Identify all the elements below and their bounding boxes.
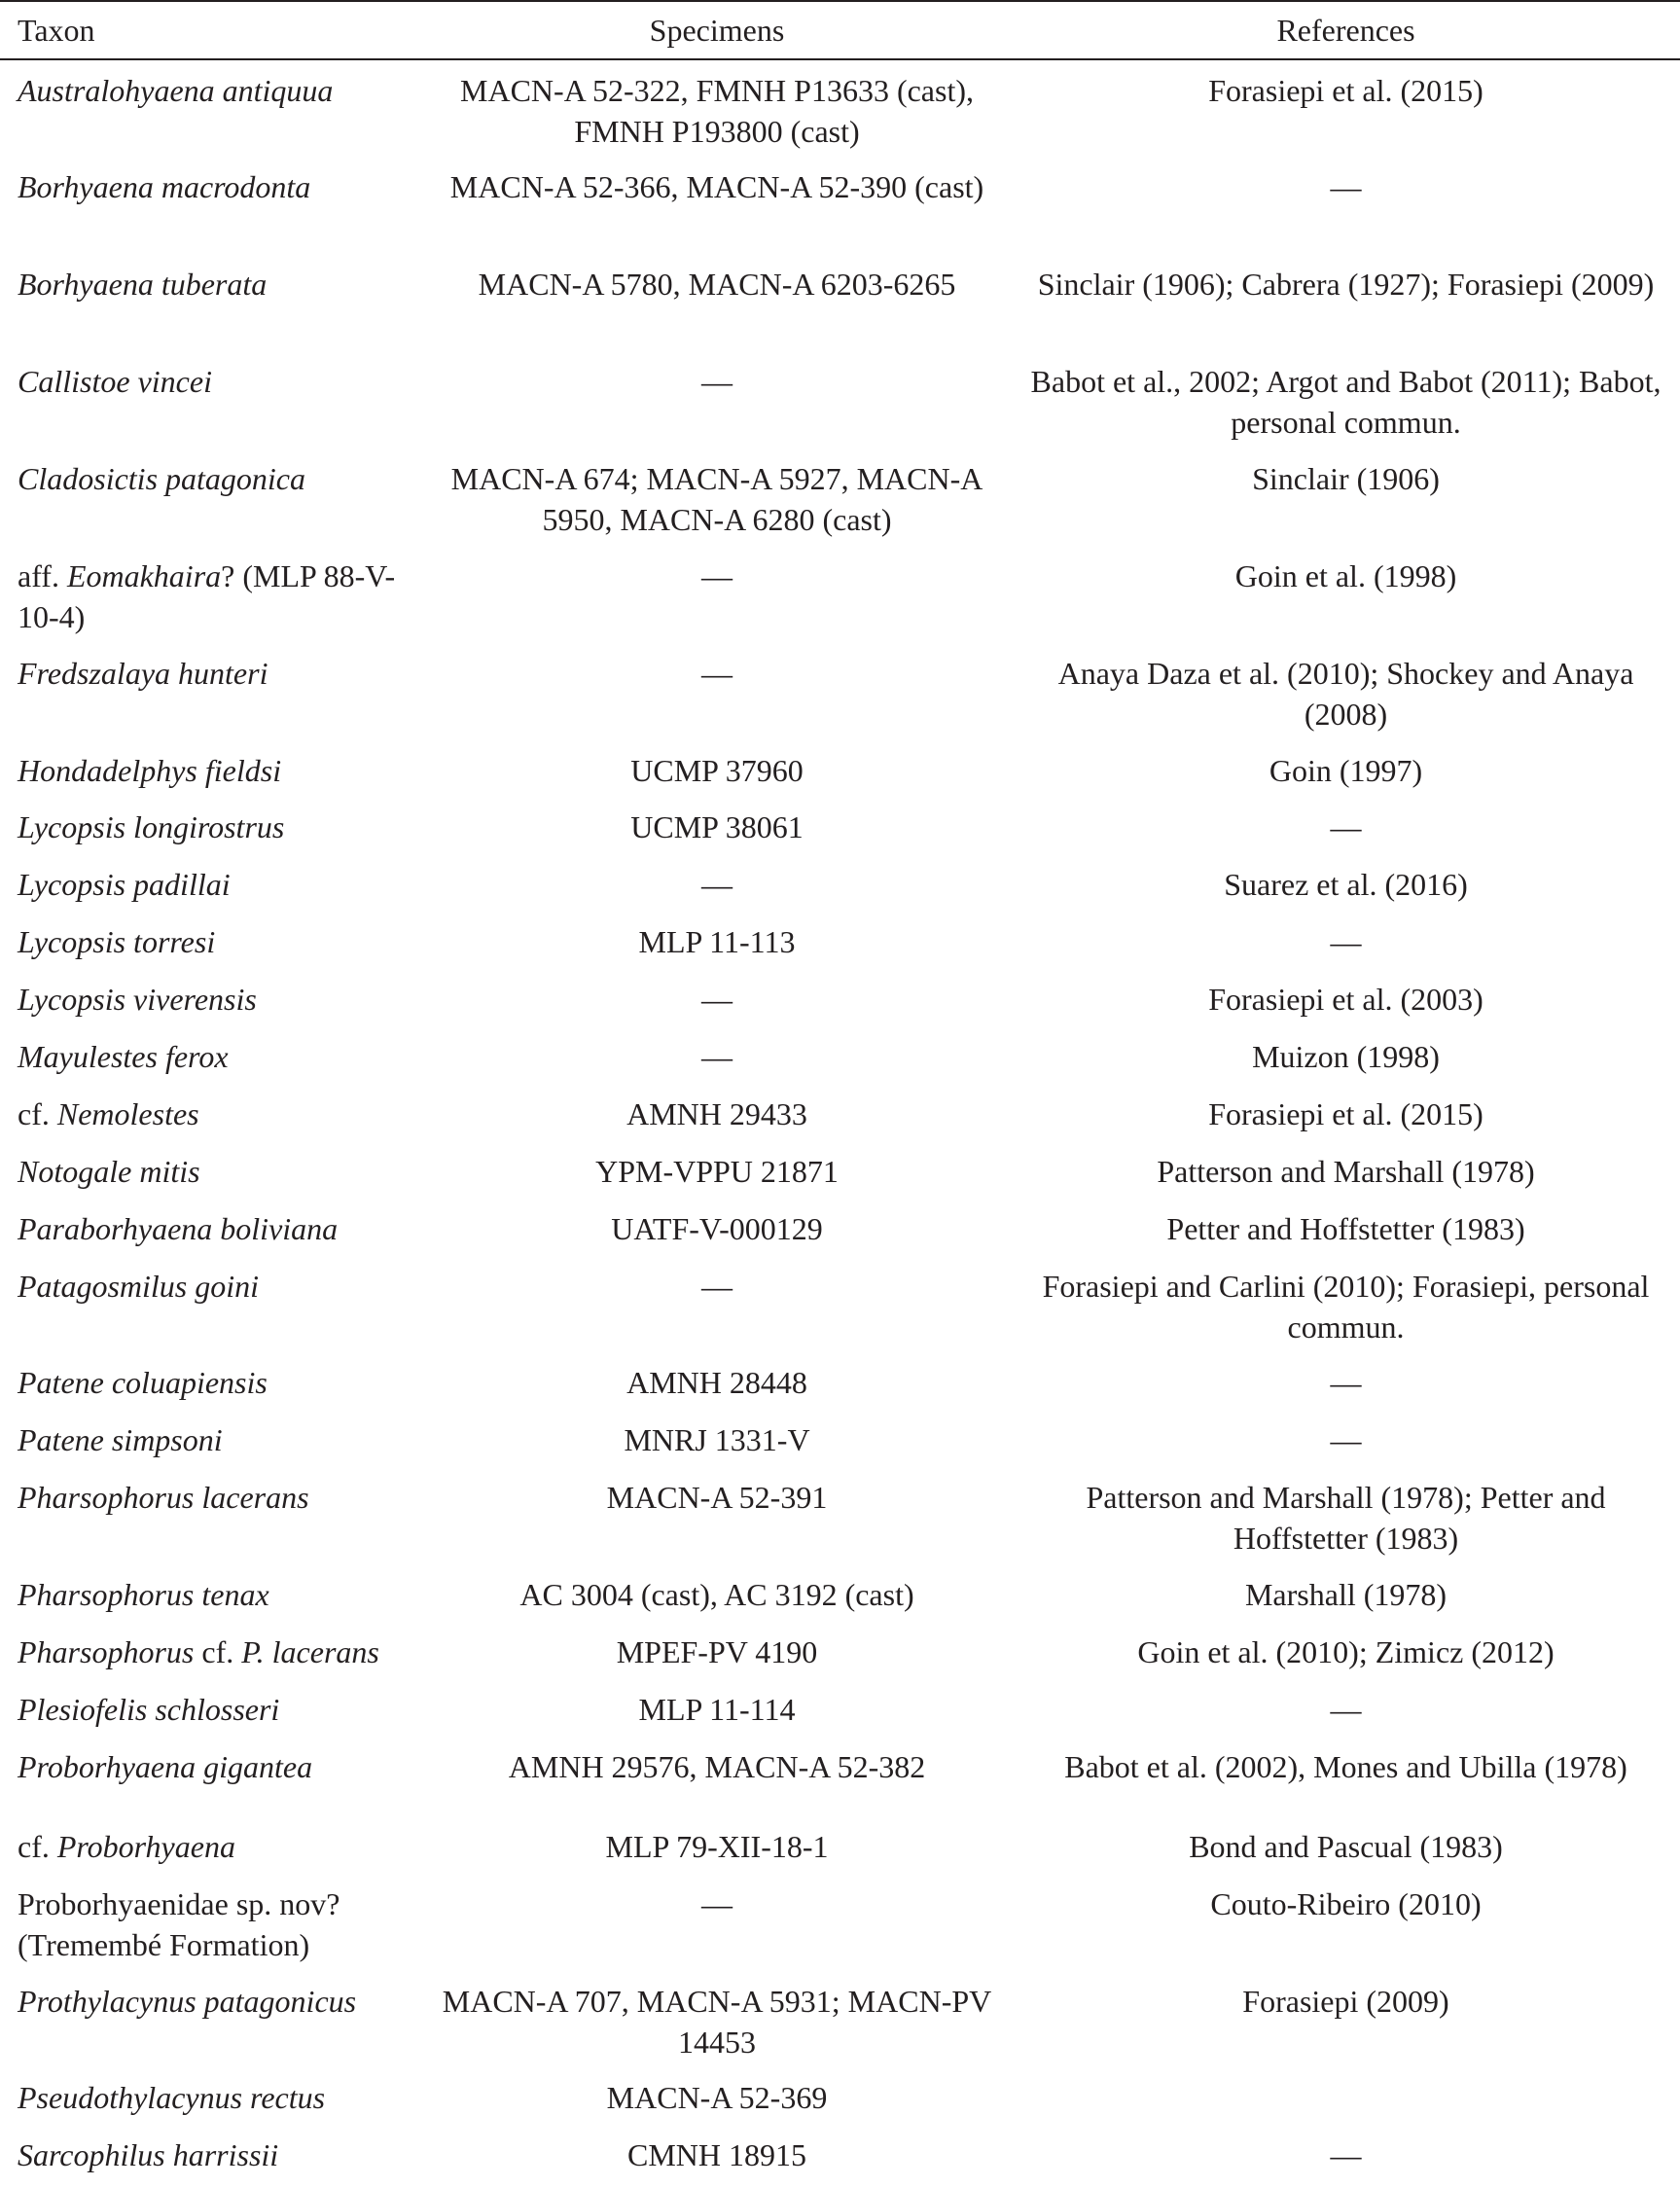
taxon-text: Patene coluapiensis <box>18 1365 268 1400</box>
taxon-text: Patagosmilus goini <box>18 1269 260 1304</box>
taxon-text: Borhyaena macrodonta <box>18 169 311 204</box>
cell-specimens: — <box>701 364 733 399</box>
taxon-text: ? (MLP 88-V-10-4) <box>18 558 396 634</box>
cell-taxon <box>18 166 407 207</box>
cell-references: — <box>1330 1365 1362 1400</box>
cell-specimens: UCMP 37960 <box>630 753 804 788</box>
taxon-text: cf. <box>18 1829 57 1864</box>
taxon-text: Borhyaena tuberata <box>18 267 268 302</box>
cell-references: Forasiepi (2009) <box>1242 1984 1449 2019</box>
cell-taxon <box>18 1362 407 1403</box>
cell-specimens: — <box>701 1039 733 1074</box>
cell-references: Goin (1997) <box>1269 753 1423 788</box>
taxon-text: Proborhyaenidae sp. nov? (Tremembé Formation) <box>18 1886 340 1962</box>
cell-specimens: — <box>701 867 733 902</box>
taxon-text: Patene simpsoni <box>18 1422 223 1457</box>
cell-references: Patterson and Marshall (1978) <box>1157 1154 1535 1189</box>
cell-references: Muizon (1998) <box>1252 1039 1440 1074</box>
taxon-text: Proborhyaena <box>56 1829 235 1864</box>
taxon-text: Sarcophilus harrissii <box>18 2137 279 2172</box>
taxon-text: Fredszalaya hunteri <box>18 656 268 691</box>
cell-taxon <box>18 653 407 694</box>
taxon-text: Notogale mitis <box>18 1154 200 1189</box>
taxon-text: P. lacerans <box>241 1634 379 1669</box>
cell-taxon <box>18 750 407 791</box>
taxon-text: cf. <box>18 1096 57 1131</box>
cell-specimens: — <box>701 1269 733 1304</box>
cell-specimens: — <box>701 656 733 691</box>
cell-references: — <box>1330 2137 1362 2172</box>
cell-taxon <box>18 2077 407 2118</box>
taxon-text: Prothylacynus patagonicus <box>18 1984 357 2019</box>
cell-specimens: MACN-A 707, MACN-A 5931; MACN-PV 14453 <box>442 1984 992 2060</box>
cell-references: Patterson and Marshall (1978); Petter and Hoffstetter (1983) <box>1086 1480 1606 1556</box>
cell-taxon <box>18 1419 407 1460</box>
cell-specimens: AC 3004 (cast), AC 3192 (cast) <box>519 1577 914 1612</box>
taxon-text: Lycopsis viverensis <box>18 982 257 1017</box>
cell-references: — <box>1330 1692 1362 1727</box>
taxon-text: Pharsophorus tenax <box>18 1577 269 1612</box>
cell-taxon <box>18 1208 407 1249</box>
cell-specimens: MLP 11-114 <box>638 1692 796 1727</box>
cell-taxon <box>18 1981 407 2022</box>
cell-specimens: MNRJ 1331-V <box>624 1422 810 1457</box>
cell-specimens: — <box>701 1886 733 1921</box>
taxon-text: Pharsophorus lacerans <box>18 1480 309 1515</box>
taxon-text: Paraborhyaena boliviana <box>18 1211 339 1246</box>
table-top-rule <box>0 0 1680 2</box>
cell-taxon <box>18 458 407 499</box>
taxon-text: Australohyaena antiquua <box>18 73 334 108</box>
header-specimens: Specimens <box>649 13 785 48</box>
taxon-text: Proborhyaena gigantea <box>18 1749 313 1784</box>
cell-references: — <box>1330 169 1362 204</box>
cell-references: Anaya Daza et al. (2010); Shockey and Anaya (2008) <box>1057 656 1634 732</box>
cell-taxon <box>18 1151 407 1192</box>
cell-specimens: AMNH 29433 <box>626 1096 807 1131</box>
taxon-text: Pseudothylacynus rectus <box>18 2080 326 2115</box>
cell-specimens: — <box>701 558 733 593</box>
cell-taxon <box>18 1477 407 1518</box>
cell-references: Sinclair (1906); Cabrera (1927); Forasiepi (2009) <box>1037 267 1655 302</box>
cell-taxon <box>18 921 407 962</box>
header-references: References <box>1276 13 1415 48</box>
cell-taxon <box>18 70 407 111</box>
cell-taxon <box>18 2134 407 2175</box>
cell-taxon <box>18 807 407 847</box>
cell-references: Marshall (1978) <box>1244 1577 1448 1612</box>
cell-specimens: YPM-VPPU 21871 <box>595 1154 839 1189</box>
cell-taxon <box>18 1574 407 1615</box>
taxon-text: aff. <box>18 558 67 593</box>
cell-references: — <box>1330 1422 1362 1457</box>
cell-specimens: MACN-A 52-366, MACN-A 52-390 (cast) <box>449 169 984 204</box>
cell-references: Forasiepi et al. (2015) <box>1208 73 1483 108</box>
cell-taxon <box>18 979 407 1020</box>
cell-taxon <box>18 1883 407 1965</box>
cell-taxon <box>18 1826 407 1867</box>
cell-specimens: MACN-A 5780, MACN-A 6203-6265 <box>478 267 956 302</box>
cell-references: — <box>1330 924 1362 959</box>
cell-references: Petter and Hoffstetter (1983) <box>1166 1211 1525 1246</box>
cell-taxon <box>18 264 407 305</box>
cell-references: Bond and Pascual (1983) <box>1189 1829 1503 1864</box>
cell-specimens: UCMP 38061 <box>630 809 804 844</box>
cell-specimens: MACN-A 52-391 <box>606 1480 828 1515</box>
cell-specimens: MACN-A 52-369 <box>606 2080 828 2115</box>
cell-references: Babot et al. (2002), Mones and Ubilla (1978) <box>1064 1749 1627 1784</box>
taxon-text: Plesiofelis schlosseri <box>18 1692 280 1727</box>
cell-references: Goin et al. (1998) <box>1234 558 1457 593</box>
cell-references: Forasiepi et al. (2003) <box>1208 982 1483 1017</box>
taxon-text: Lycopsis longirostrus <box>18 809 285 844</box>
cell-references: Babot et al., 2002; Argot and Babot (2011); Babot, personal commun. <box>1030 364 1662 440</box>
cell-taxon <box>18 1266 407 1307</box>
taxon-text: Pharsophorus <box>18 1634 195 1669</box>
cell-specimens: MACN-A 674; MACN-A 5927, MACN-A 5950, MACN-A 6280 (cast) <box>450 461 983 537</box>
cell-references: Goin et al. (2010); Zimicz (2012) <box>1137 1634 1555 1669</box>
taxon-text: Eomakhaira <box>66 558 222 593</box>
cell-specimens: MACN-A 52-322, FMNH P13633 (cast), FMNH P193800 (cast) <box>460 73 974 149</box>
taxon-text: Callistoe vincei <box>18 364 212 399</box>
cell-taxon <box>18 361 407 402</box>
cell-taxon <box>18 864 407 905</box>
cell-specimens: AMNH 29576, MACN-A 52-382 <box>508 1749 926 1784</box>
taxon-text: Lycopsis torresi <box>18 924 216 959</box>
taxon-text: cf. <box>194 1634 242 1669</box>
cell-specimens: — <box>701 982 733 1017</box>
cell-references: Sinclair (1906) <box>1252 461 1440 496</box>
cell-specimens: CMNH 18915 <box>626 2137 806 2172</box>
taxon-text: Cladosictis patagonica <box>18 461 305 496</box>
cell-taxon <box>18 1746 407 1787</box>
cell-specimens: MPEF-PV 4190 <box>616 1634 818 1669</box>
cell-taxon <box>18 1036 407 1077</box>
taxon-text: Nemolestes <box>56 1096 199 1131</box>
cell-specimens: UATF-V-000129 <box>611 1211 823 1246</box>
cell-references: — <box>1330 809 1362 844</box>
table-header-row <box>0 6 1680 56</box>
cell-taxon <box>18 1689 407 1730</box>
cell-taxon <box>18 1631 407 1672</box>
cell-references: Forasiepi et al. (2015) <box>1208 1096 1483 1131</box>
cell-specimens: MLP 79-XII-18-1 <box>605 1829 829 1864</box>
cell-taxon <box>18 1094 407 1134</box>
taxon-text: Hondadelphys fieldsi <box>18 753 282 788</box>
header-taxon: Taxon <box>18 13 95 48</box>
table-header-rule <box>0 58 1680 60</box>
cell-references: Suarez et al. (2016) <box>1224 867 1468 902</box>
cell-specimens: MLP 11-113 <box>638 924 796 959</box>
cell-references: Couto-Ribeiro (2010) <box>1210 1886 1482 1921</box>
taxon-text: Mayulestes ferox <box>18 1039 229 1074</box>
cell-specimens: AMNH 28448 <box>626 1365 807 1400</box>
cell-references: Forasiepi and Carlini (2010); Forasiepi, personal commun. <box>1042 1269 1650 1344</box>
cell-taxon <box>18 556 407 637</box>
taxon-text: Lycopsis padillai <box>18 867 231 902</box>
